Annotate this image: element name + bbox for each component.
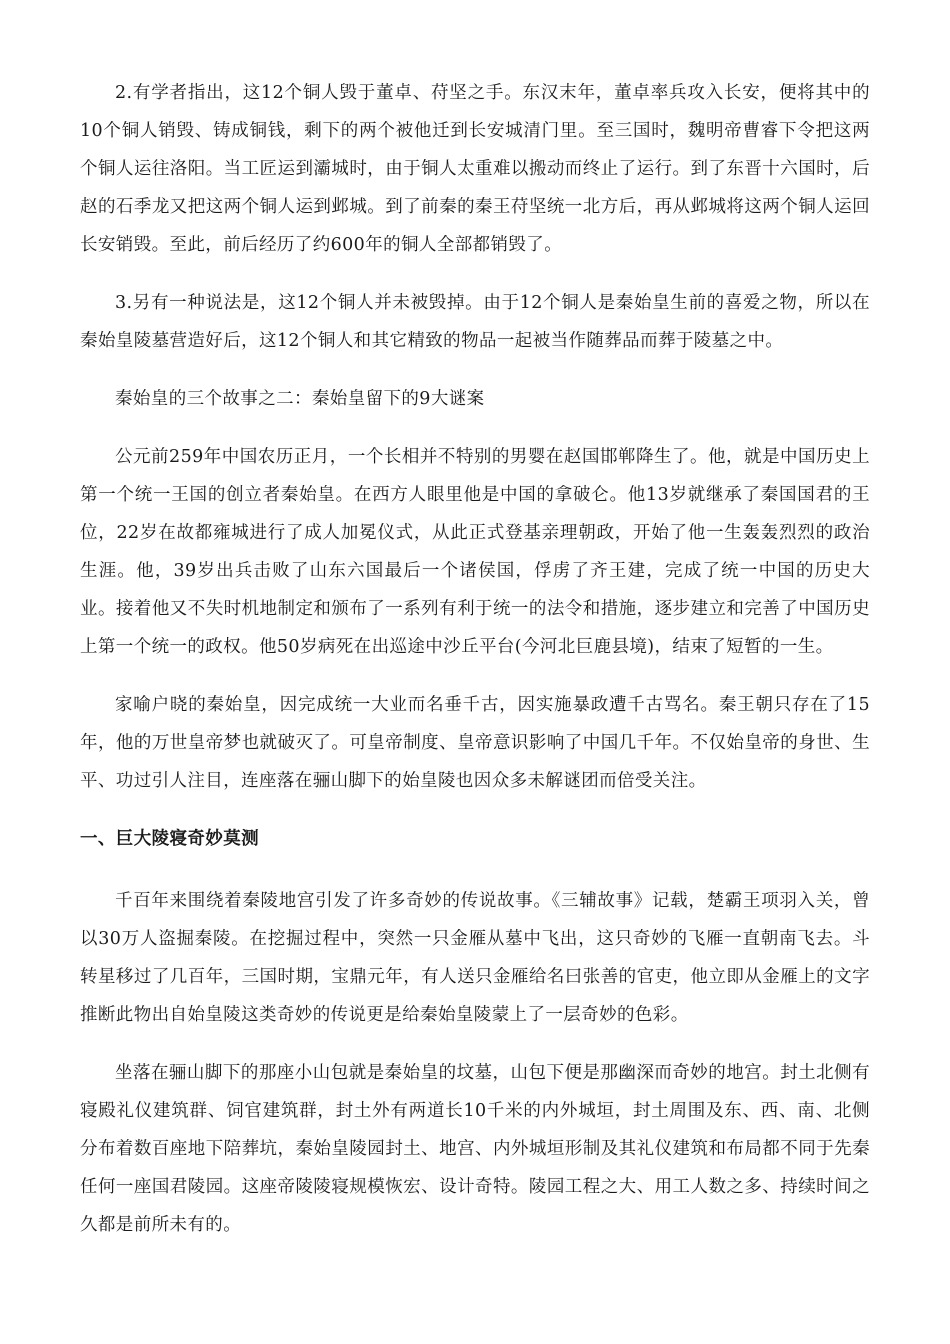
paragraph-legacy: 家喻户晓的秦始皇，因完成统一大业而名垂千古，因实施暴政遭千古骂名。秦王朝只存在了15年，他的万世皇帝梦也就破灭了。可皇帝制度、皇帝意识影响了中国几千年。不仅始皇帝的身世、生平、功过引人注目，连座落在骊山脚下的始皇陵也因众多未解谜团而倍受关注。	[80, 695, 870, 791]
paragraph-destroyed-by-dongzhuo: 2.有学者指出，这12个铜人毁于董卓、苻坚之手。东汉末年，董卓率兵攻入长安，便将其中的10个铜人销毁、铸成铜钱，剩下的两个被他迁到长安城清门里。至三国时，魏明帝曹睿下令把这两个铜人运往洛阳。当工匠运到灞城时，由于铜人太重难以搬动而终止了运行。到了东晋十六国时，后赵的石季龙又把这两个铜人运到邺城。到了前秦的秦王苻坚统一北方后，再从邺城将这两个铜人运回长安销毁。至此，前后经历了约600年的铜人全部都销毁了。	[80, 83, 870, 255]
paragraph-mausoleum-layout: 坐落在骊山脚下的那座小山包就是秦始皇的坟墓，山包下便是那幽深而奇妙的地宫。封土北侧有寝殿礼仪建筑群、饲官建筑群，封土外有两道长10千米的内外城垣，封土周围及东、西、南、北侧分布着数百座地下陪葬坑，秦始皇陵园封土、地宫、内外城垣形制及其礼仪建筑和布局都不同于先秦任何一座国君陵园。这座帝陵陵寝规模恢宏、设计奇特。陵园工程之大、用工人数之多、持续时间之久都是前所未有的。	[80, 1063, 870, 1235]
story-subtitle: 秦始皇的三个故事之二：秦始皇留下的9大谜案	[115, 389, 485, 409]
section-heading: 一、巨大陵寝奇妙莫测	[80, 829, 259, 849]
paragraph-buried-in-tomb: 3.另有一种说法是，这12个铜人并未被毁掉。由于12个铜人是秦始皇生前的喜爱之物，所以在秦始皇陵墓营造好后，这12个铜人和其它精致的物品一起被当作随葬品而葬于陵墓之中。	[80, 293, 870, 351]
paragraph-biography: 公元前259年中国农历正月，一个长相并不特别的男婴在赵国邯郸降生了。他，就是中国历史上第一个统一王国的创立者秦始皇。在西方人眼里他是中国的拿破仑。他13岁就继承了秦国国君的王位，22岁在故都雍城进行了成人加冕仪式，从此正式登基亲理朝政，开始了他一生轰轰烈烈的政治生涯。他，39岁出兵击败了山东六国最后一个诸侯国，俘虏了齐王建，完成了统一中国的历史大业。接着他又不失时机地制定和颁布了一系列有利于统一的法令和措施，逐步建立和完善了中国历史上第一个统一的政权。他50岁病死在出巡途中沙丘平台(今河北巨鹿县境)，结束了短暂的一生。	[80, 447, 870, 657]
paragraph-legends: 千百年来围绕着秦陵地宫引发了许多奇妙的传说故事。《三辅故事》记载，楚霸王项羽入关，曾以30万人盗掘秦陵。在挖掘过程中，突然一只金雁从墓中飞出，这只奇妙的飞雁一直朝南飞去。斗转星移过了几百年，三国时期，宝鼎元年，有人送只金雁给名曰张善的官吏，他立即从金雁上的文字推断此物出自始皇陵这类奇妙的传说更是给秦始皇陵蒙上了一层奇妙的色彩。	[80, 891, 870, 1025]
